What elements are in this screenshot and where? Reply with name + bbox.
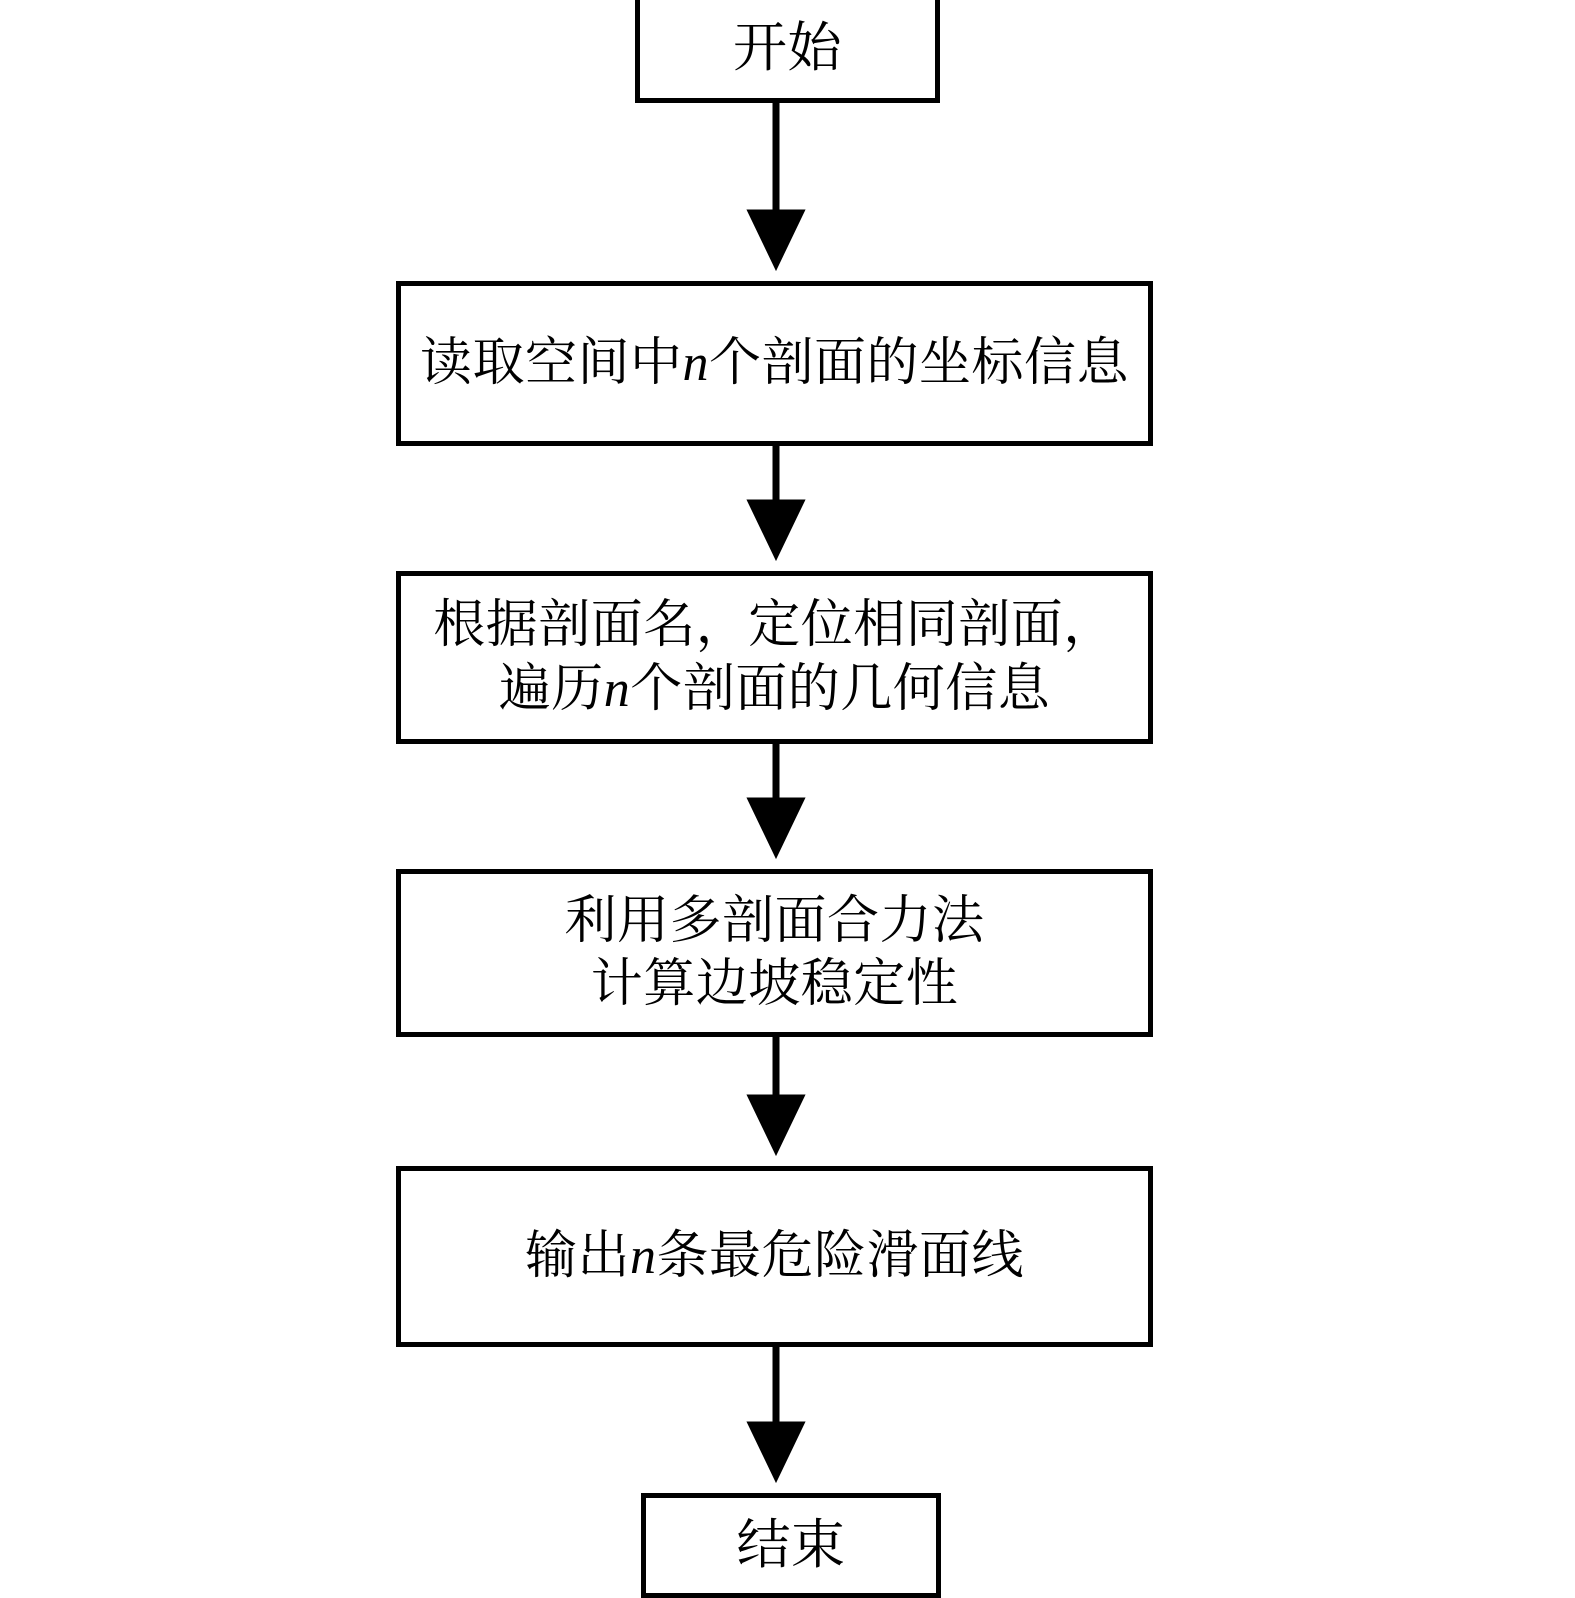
node-locate-line1: 根据剖面名，定位相同剖面， bbox=[433, 597, 1116, 655]
node-start-label: 开始 bbox=[733, 18, 842, 79]
node-output-slip-lines bbox=[396, 1166, 1153, 1347]
edge-locate-compute-arrow bbox=[752, 801, 800, 851]
node-locate-line2-before: 遍历 bbox=[498, 660, 604, 718]
node-locate-label bbox=[433, 594, 1116, 721]
edge-read-locate-arrow bbox=[752, 503, 800, 553]
node-locate-sections bbox=[396, 571, 1153, 744]
edge-output-end-arrow bbox=[752, 1425, 800, 1475]
node-read-variable: n bbox=[682, 334, 709, 392]
node-end bbox=[641, 1493, 941, 1598]
node-start bbox=[635, 0, 940, 103]
node-read-text-before: 读取空间中 bbox=[419, 334, 683, 392]
node-read-text-after: 个剖面的坐标信息 bbox=[709, 334, 1130, 392]
node-output-variable: n bbox=[630, 1227, 657, 1285]
node-compute-line2: 计算边坡稳定性 bbox=[590, 956, 959, 1013]
node-output-text-before: 输出 bbox=[524, 1227, 630, 1285]
node-read-coordinates bbox=[396, 281, 1153, 446]
node-read-label bbox=[420, 332, 1129, 395]
edge-compute-output-arrow bbox=[752, 1098, 800, 1148]
node-locate-variable: n bbox=[603, 660, 631, 718]
node-compute-label bbox=[564, 890, 984, 1017]
edge-start-read-arrow bbox=[752, 213, 800, 263]
node-compute-line1: 利用多剖面合力法 bbox=[564, 892, 985, 950]
node-output-text-after: 条最危险滑面线 bbox=[656, 1227, 1025, 1285]
node-output-label bbox=[525, 1225, 1024, 1288]
node-compute-stability bbox=[396, 869, 1153, 1037]
node-locate-line2-after: 个剖面的几何信息 bbox=[630, 660, 1051, 718]
node-end-label: 结束 bbox=[736, 1514, 846, 1575]
